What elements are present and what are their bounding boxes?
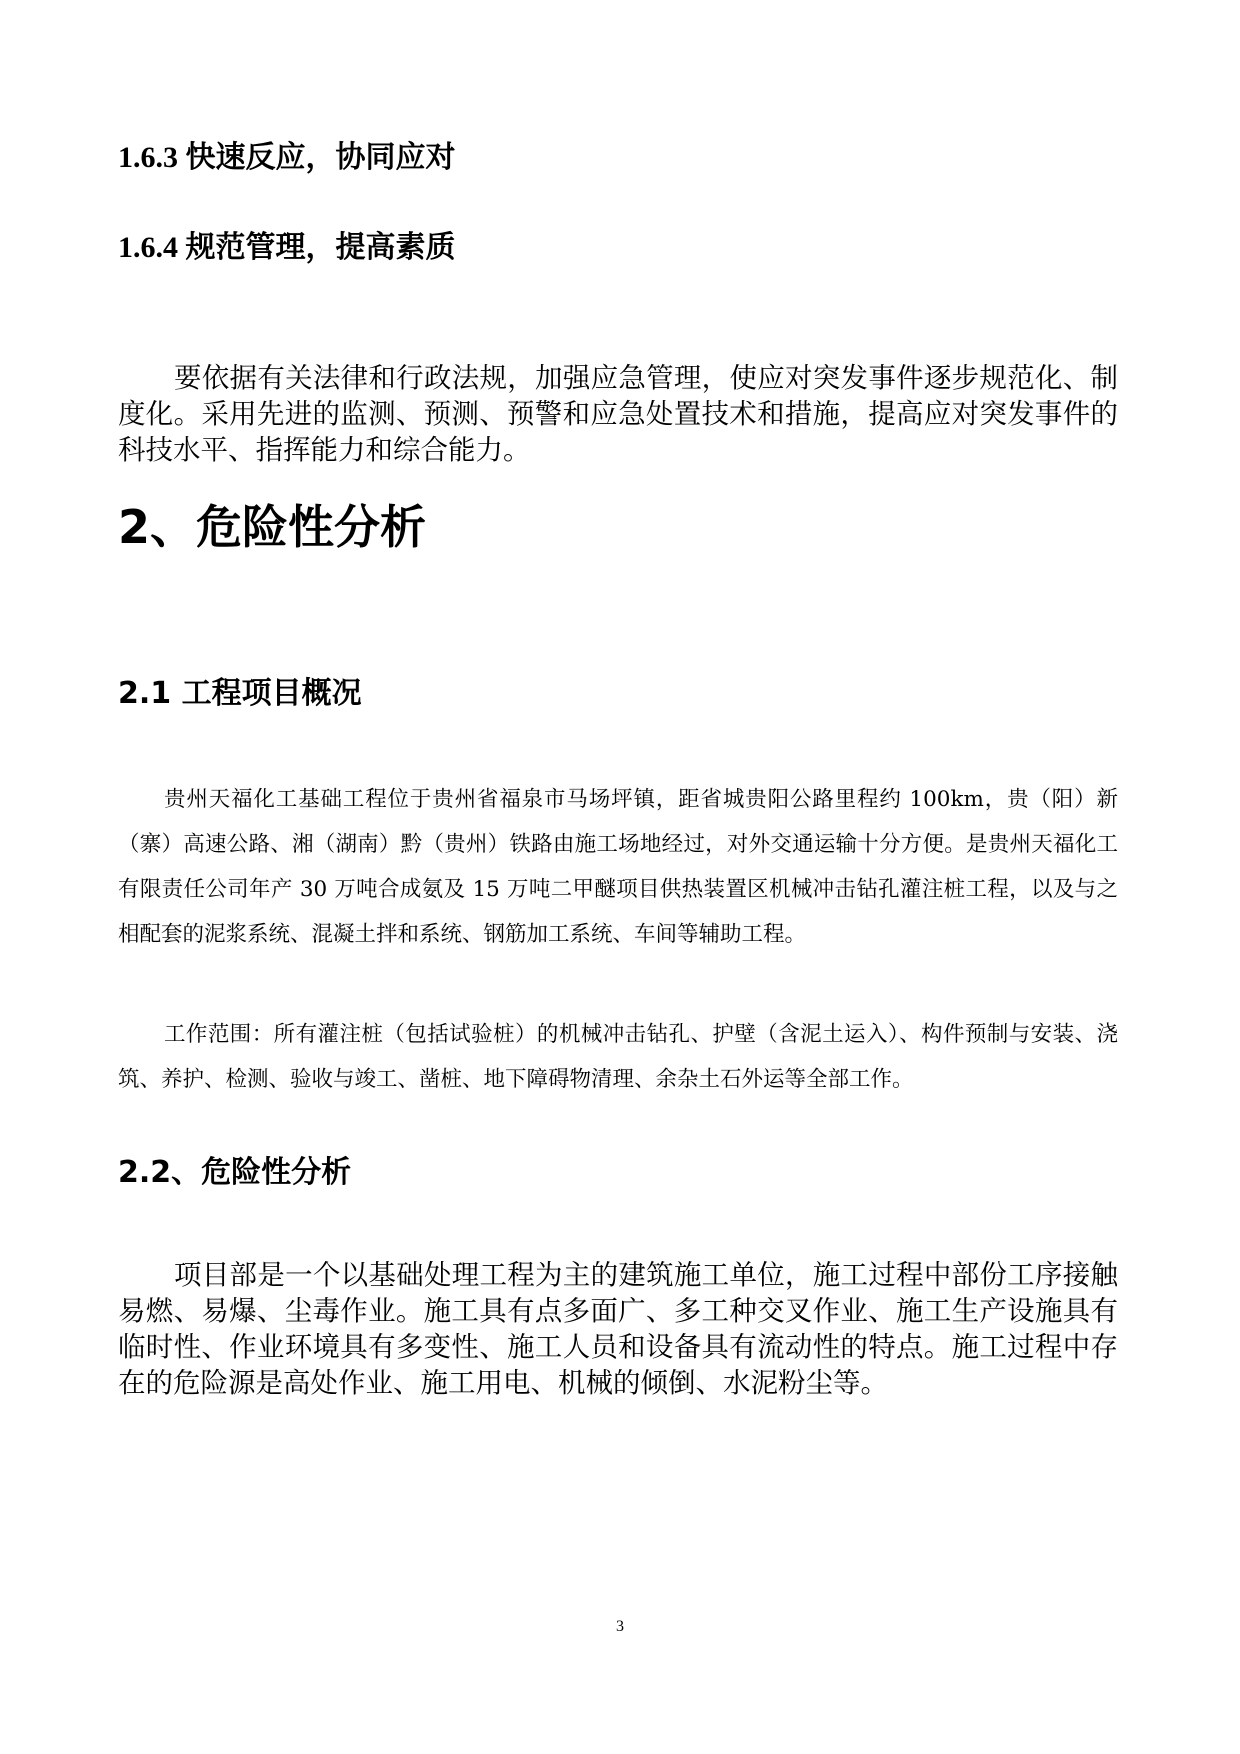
page-number: 3 <box>616 1618 624 1635</box>
heading-2-2: 2.2、危险性分析 <box>118 1155 352 1190</box>
heading-1-6-4: 1.6.4 规范管理，提高素质 <box>118 231 456 264</box>
heading-2-1: 2.1 工程项目概况 <box>118 676 362 711</box>
paragraph-1-6-4: 要依据有关法律和行政法规，加强应急管理，使应对突发事件逐步规范化、制度化。采用先进的监测、预测、预警和应急处置技术和措施，提高应对突发事件的科技水平、指挥能力和综合能力。 <box>118 362 1118 466</box>
heading-1-6-3: 1.6.3 快速反应，协同应对 <box>118 141 456 174</box>
paragraph-2-1-scope: 工作范围：所有灌注桩（包括试验桩）的机械冲击钻孔、护壁（含泥土运入）、构件预制与安装、浇筑、养护、检测、验收与竣工、凿桩、地下障碍物清理、余杂土石外运等全部工作。 <box>118 1022 1118 1092</box>
paragraph-2-1-overview: 贵州天福化工基础工程位于贵州省福泉市马场坪镇，距省城贵阳公路里程约 100km，贵（阳）新（寨）高速公路、湘（湖南）黔（贵州）铁路由施工场地经过，对外交通运输十分方便。是贵州天福化工有限责任公司年产 30 万吨合成氨及 15 万吨二甲醚项目供热装置区机械冲击钻孔灌注桩工程，以及与之相配套的泥浆系统、混凝土拌和系统、钢筋加工系统、车间等辅助工程。 <box>118 787 1118 947</box>
heading-2: 2、危险性分析 <box>118 500 427 554</box>
paragraph-2-2: 项目部是一个以基础处理工程为主的建筑施工单位，施工过程中部份工序接触易燃、易爆、尘毒作业。施工具有点多面广、多工种交叉作业、施工生产设施具有临时性、作业环境具有多变性、施工人员和设备具有流动性的特点。施工过程中存在的危险源是高处作业、施工用电、机械的倾倒、水泥粉尘等。 <box>118 1259 1118 1399</box>
